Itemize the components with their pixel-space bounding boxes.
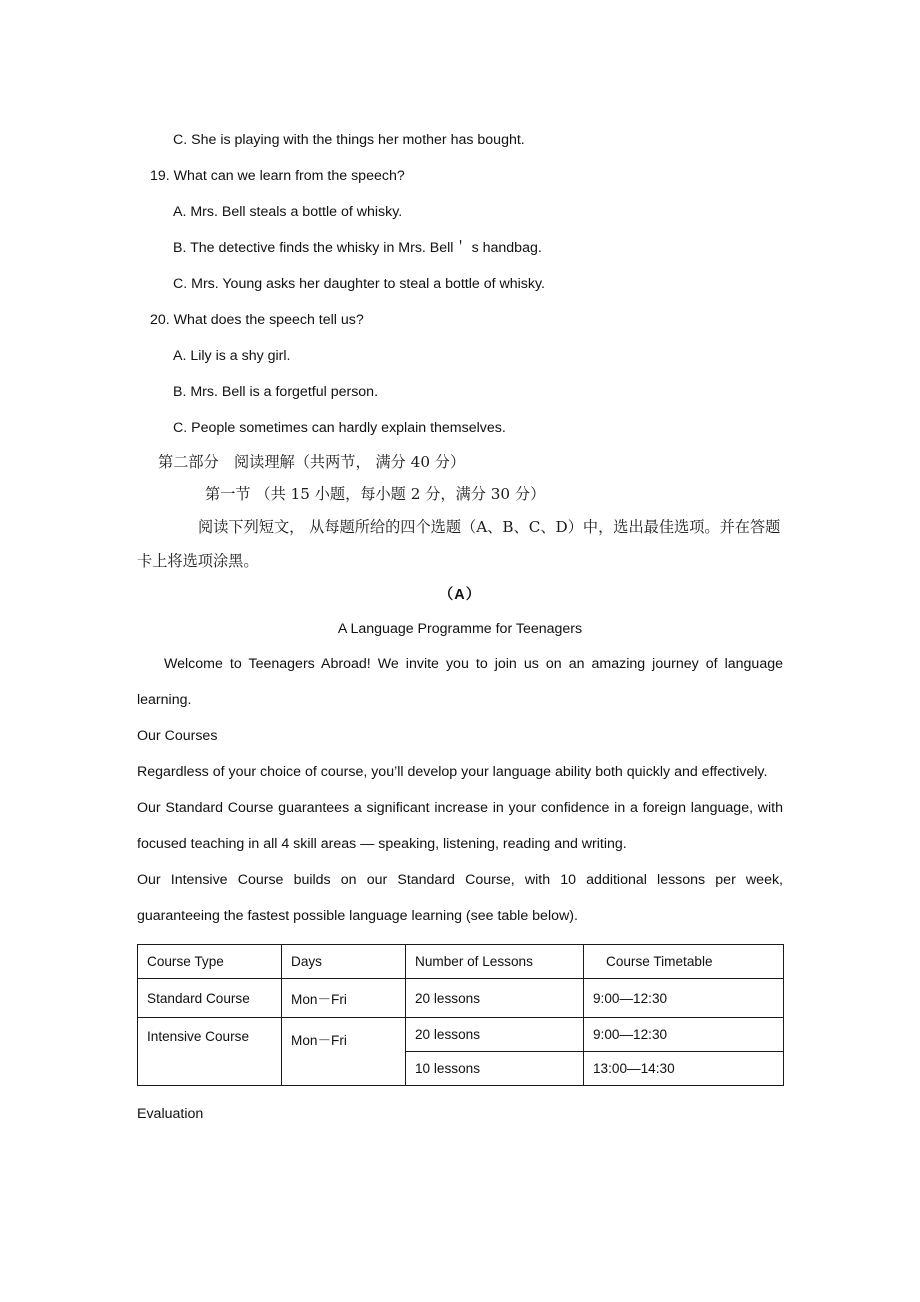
passage-paragraph-intensive: Our Intensive Course builds on our Standard Course, with 10 additional lessons per week, guaranteeing the fastest possible language learning (see table below). xyxy=(137,872,783,924)
passage-paragraph-welcome: Welcome to Teenagers Abroad! We invite you to join us on an amazing journey of language learning. xyxy=(137,656,783,708)
reading-instruction: 阅读下列短文， 从每题所给的四个选题（A、B、C、D）中，选出最佳选项。并在答题卡上将选项涂黑。 xyxy=(137,518,781,570)
listening-option-20-a: A. Lily is a shy girl. xyxy=(173,348,291,364)
table-header-course-type: Course Type xyxy=(138,945,282,979)
listening-option-19-b: B. The detective finds the whisky in Mrs. Bell＇ s handbag. xyxy=(173,240,542,256)
cell-timetable-intensive-1: 9:00—12:30 xyxy=(584,1018,784,1052)
passage-label: （A） xyxy=(438,587,482,603)
cell-course-type-intensive: Intensive Course xyxy=(138,1018,282,1086)
listening-question-19: 19. What can we learn from the speech? xyxy=(150,168,405,184)
table-header-course-timetable: Course Timetable xyxy=(584,945,784,979)
table-header-number-of-lessons: Number of Lessons xyxy=(406,945,584,979)
passage-subheading-evaluation: Evaluation xyxy=(137,1106,204,1122)
passage-paragraph-regardless: Regardless of your choice of course, you’ll develop your language ability both quickly and effectively. xyxy=(137,764,768,780)
table-row xyxy=(138,1018,784,1052)
cell-lessons-standard: 20 lessons xyxy=(406,979,584,1018)
passage-title: A Language Programme for Teenagers xyxy=(337,621,583,637)
cell-timetable-standard: 9:00—12:30 xyxy=(584,979,784,1018)
passage-paragraph-standard: Our Standard Course guarantees a significant increase in your confidence in a foreign language, with focused teaching in all 4 skill areas — speaking, listening, reading and writing. xyxy=(137,800,783,852)
cell-days-standard: Mon－Fri xyxy=(282,979,406,1018)
passage-subheading-courses: Our Courses xyxy=(137,728,218,744)
listening-option-20-c: C. People sometimes can hardly explain themselves. xyxy=(173,420,506,436)
listening-option-20-b: B. Mrs. Bell is a forgetful person. xyxy=(173,384,379,400)
subsection-heading: 第一节 （共 15 小题，每小题 2 分，满分 30 分） xyxy=(205,485,546,503)
cell-lessons-intensive-1: 20 lessons xyxy=(406,1018,584,1052)
table-header-row xyxy=(138,945,784,979)
listening-question-20: 20. What does the speech tell us? xyxy=(150,312,364,328)
listening-option-19-a: A. Mrs. Bell steals a bottle of whisky. xyxy=(173,204,403,220)
listening-option-19-c: C. Mrs. Young asks her daughter to steal a bottle of whisky. xyxy=(173,276,545,292)
table-row xyxy=(138,979,784,1018)
listening-option: C. She is playing with the things her mother has bought. xyxy=(173,132,525,148)
cell-days-intensive: Mon－Fri xyxy=(282,1018,406,1086)
cell-lessons-intensive-2: 10 lessons xyxy=(406,1052,584,1086)
part-heading: 第二部分 阅读理解（共两节， 满分 40 分） xyxy=(158,453,466,471)
page-content xyxy=(137,122,783,1132)
cell-timetable-intensive-2: 13:00—14:30 xyxy=(584,1052,784,1086)
cell-course-type-standard: Standard Course xyxy=(138,979,282,1018)
table-header-days: Days xyxy=(282,945,406,979)
course-table xyxy=(137,944,784,1086)
